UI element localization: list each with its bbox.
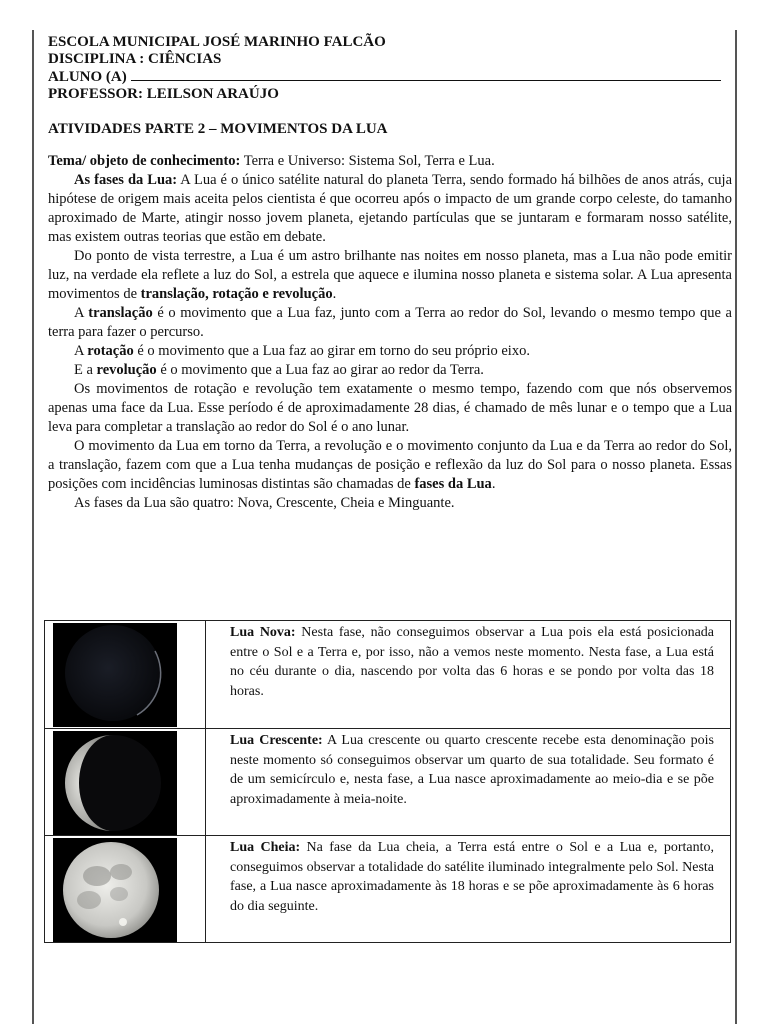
fases-intro-label: As fases da Lua:: [74, 172, 178, 188]
crescent-moon-label: Lua Crescente:: [230, 733, 323, 748]
full-moon-image: [53, 838, 177, 942]
ponto-vista-end: .: [332, 286, 337, 302]
activity-title: ATIVIDADES PARTE 2 – MOVIMENTOS DA LUA: [48, 121, 388, 137]
fases-intro-text: A Lua é o único satélite natural do planeta Terra, sendo formado há bilhões de anos atrás, cuja hipótese de origem mais aceita pelos cientista é que ocorreu após o impacto de um grande corpo celeste, do tamanho aproximado de Marte, atingir nosso jovem planeta, ejetando partículas que se juntaram e formaram nosso satélite, mas existem outras teorias que estão em debate.: [48, 172, 733, 245]
new-moon-text: Nesta fase, não conseguimos observar a Lua pois ela está posicionada entre o Sol e a Terra e, por isso, não a vemos neste momento. Nesta fase, a Lua está no céu durante o dia, nascendo por volta das 6 horas e se pondo por volta das 18 horas.: [230, 625, 715, 699]
ponto-vista-text: Do ponto de vista terrestre, a Lua é um astro brilhante nas noites em nosso planeta, mas a Lua não pode emitir luz, na verdade ela reflete a luz do Sol, a estrela que aquece e ilumina nosso planeta e sistema solar. A Lua apresenta movimentos de: [48, 248, 732, 302]
new-moon-cell: [45, 621, 206, 729]
ponto-vista-bold: translação, rotação e revolução: [140, 286, 333, 302]
ponto-vista-paragraph: [48, 247, 732, 304]
new-moon-image: [53, 623, 177, 727]
table-row: [45, 621, 731, 729]
fases-intro-paragraph: [48, 171, 732, 247]
school-name: ESCOLA MUNICIPAL JOSÉ MARINHO FALCÃO: [48, 34, 386, 50]
crescent-moon-description: [206, 729, 731, 836]
movimento-paragraph: [48, 437, 732, 494]
teacher-line: PROFESSOR: LEILSON ARAÚJO: [48, 86, 279, 102]
revolucao-text: é o movimento que a Lua faz ao girar ao redor da Terra.: [156, 362, 484, 378]
full-moon-label: Lua Cheia:: [230, 840, 301, 855]
movimento-bold: fases da Lua: [414, 476, 492, 492]
revolucao-pre: E a: [74, 362, 97, 378]
full-moon-cell: [45, 836, 206, 943]
moon-phases-table: [44, 620, 731, 943]
quatro-fases-paragraph: As fases da Lua são quatro: Nova, Crescente, Cheia e Minguante.: [74, 495, 455, 511]
student-label: ALUNO (A): [48, 69, 127, 85]
crescent-moon-icon: [53, 731, 177, 835]
new-moon-label: Lua Nova:: [230, 625, 296, 640]
table-row: [45, 836, 731, 943]
revolucao-bold: revolução: [96, 362, 157, 378]
translacao-pre: A: [74, 305, 89, 321]
translacao-text: é o movimento que a Lua faz, junto com a Terra ao redor do Sol, levando o mesmo tempo que a terra para fazer o percurso.: [48, 305, 732, 340]
translacao-bold: translação: [88, 305, 153, 321]
student-line: [48, 68, 732, 86]
full-moon-description: [206, 836, 731, 943]
worksheet-page: [48, 34, 732, 513]
rotacao-text: é o movimento que a Lua faz ao girar em torno do seu próprio eixo.: [133, 343, 530, 359]
rotacao-pre: A: [74, 343, 88, 359]
crescent-moon-image: [53, 731, 177, 835]
new-moon-icon: [53, 623, 177, 727]
crescent-moon-text: A Lua crescente ou quarto crescente recebe esta denominação pois neste momento só conseguimos observar um quarto de sua totalidade. Seu formato é de um semicírculo e, nesta fase, a Lua nasce aproximadamente ao meio-dia e se põe aproximadamente à meia-noite.: [230, 733, 715, 807]
rotacao-bold: rotação: [87, 343, 134, 359]
translacao-paragraph: [48, 304, 732, 342]
new-moon-description: [206, 621, 731, 729]
right-margin-line: [735, 30, 737, 1024]
student-name-blank[interactable]: [131, 68, 721, 81]
table-row: [45, 729, 731, 836]
full-moon-icon: [53, 838, 177, 942]
left-margin-line: [32, 30, 34, 1024]
mesmo-tempo-paragraph: Os movimentos de rotação e revolução tem exatamente o mesmo tempo, fazendo com que nós observemos apenas uma face da Lua. Esse período é de aproximadamente 28 dias, é chamado de mês lunar e o tempo que a Lua leva para completar a translação ao redor do Sol é o ano lunar.: [48, 381, 732, 435]
movimento-text: O movimento da Lua em torno da Terra, a revolução e o movimento conjunto da Lua e da Terra ao redor do Sol, a translação, fazem com que a Lua tenha mudanças de posição e reflexão da luz do Sol para o nosso planeta. Essas posições com incidências luminosas distintas são chamadas de: [48, 438, 732, 492]
discipline-line: DISCIPLINA : CIÊNCIAS: [48, 51, 222, 67]
movimento-end: .: [491, 476, 496, 492]
crescent-moon-cell: [45, 729, 206, 836]
rotacao-paragraph: [48, 342, 732, 361]
full-moon-text: Na fase da Lua cheia, a Terra está entre o Sol e a Lua e, portanto, conseguimos observar a totalidade do satélite iluminado integralmente pelo Sol. Nesta fase, a Lua nasce aproximadamente às 18 horas e se põe aproximadamente às 6 horas do dia seguinte.: [230, 840, 714, 914]
revolucao-paragraph: [48, 361, 732, 380]
tema-label: Tema/ objeto de conhecimento:: [48, 153, 241, 169]
tema-text: Terra e Universo: Sistema Sol, Terra e Lua.: [240, 153, 495, 169]
tema-line: [48, 152, 732, 171]
